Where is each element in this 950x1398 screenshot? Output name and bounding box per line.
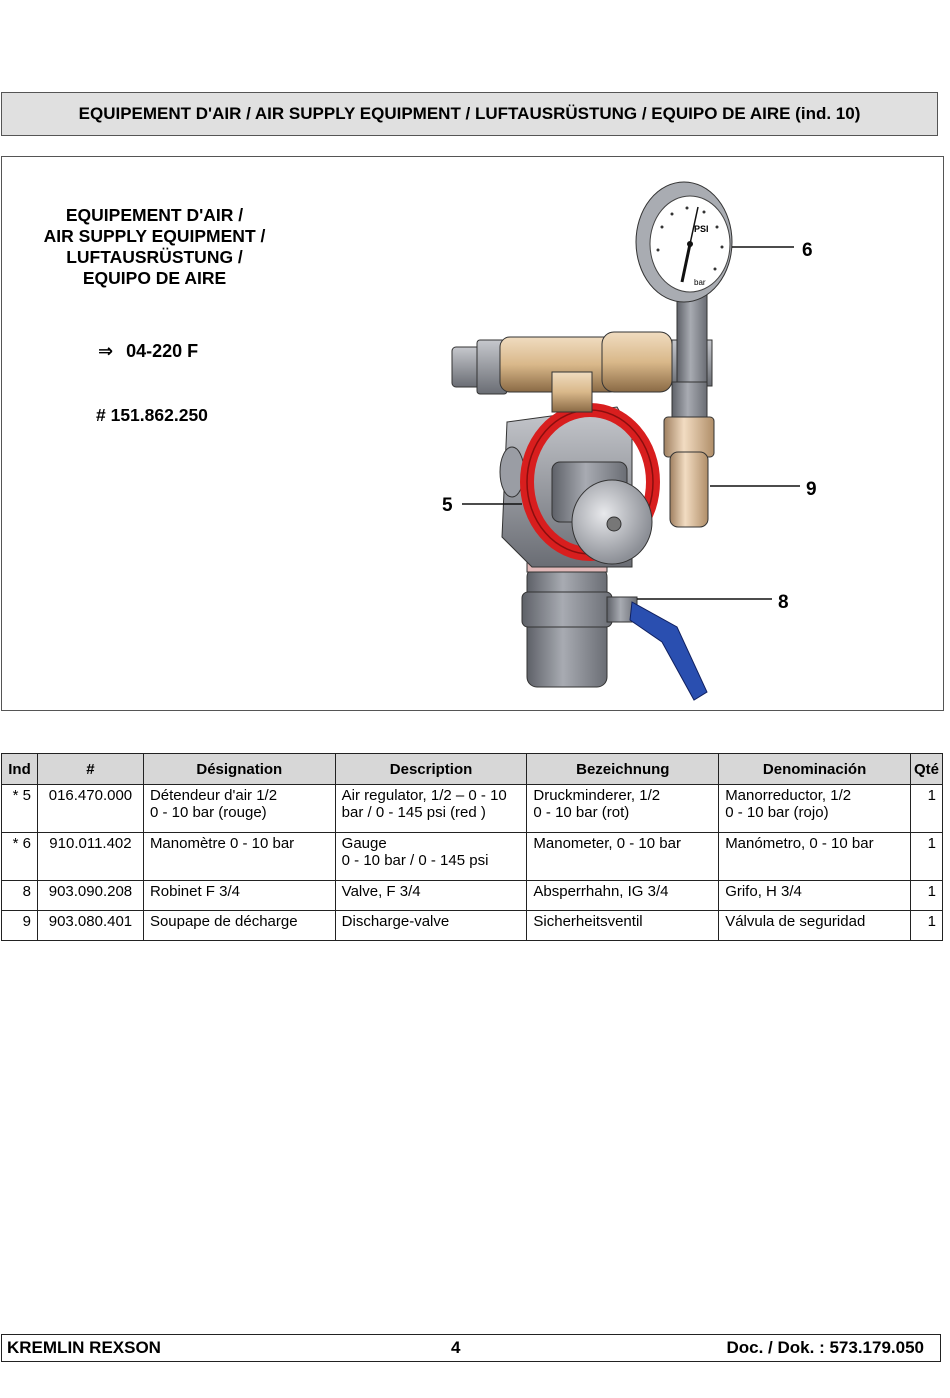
- callout-5: 5: [442, 495, 453, 516]
- cell-ind: * 6: [2, 833, 38, 881]
- ball-valve: [522, 562, 707, 700]
- gauge-psi-label: PSI: [694, 224, 709, 234]
- table-row: [2, 833, 943, 881]
- figure-heading: [32, 205, 277, 289]
- cell-line: Air regulator, 1/2 – 0 - 10: [341, 787, 507, 804]
- cell-qty: 1: [910, 911, 942, 941]
- footer-company: KREMLIN REXSON: [7, 1338, 161, 1357]
- discharge-valve: [664, 292, 714, 527]
- cell-qty: 1: [910, 785, 942, 833]
- cell-line: 0 - 10 bar (rouge): [149, 804, 267, 821]
- cell-denominacion: [719, 785, 911, 833]
- cell-qty: 1: [910, 881, 942, 911]
- footer-page-number: 4: [451, 1338, 461, 1357]
- cell-line: Soupape de décharge: [149, 913, 298, 930]
- figure-heading-line: EQUIPEMENT D'AIR /: [65, 205, 244, 225]
- column-header-description: Description: [335, 754, 527, 785]
- cell-designation: [143, 881, 335, 911]
- cell-designation: [143, 911, 335, 941]
- parts-table: [1, 753, 943, 941]
- cell-line: Manorreductor, 1/2: [725, 787, 852, 804]
- column-header-ind: Ind: [2, 754, 38, 785]
- cell-line: Manómetro, 0 - 10 bar: [725, 835, 874, 852]
- cell-ref: 903.090.208: [37, 881, 143, 911]
- column-header-ref: #: [37, 754, 143, 785]
- cell-designation: [143, 833, 335, 881]
- figure-heading-line: AIR SUPPLY EQUIPMENT /: [43, 226, 266, 246]
- cell-ind: 8: [2, 881, 38, 911]
- air-regulator: [500, 407, 653, 567]
- cell-description: [335, 833, 527, 881]
- cell-line: Manometer, 0 - 10 bar: [533, 835, 681, 852]
- table-row: [2, 785, 943, 833]
- cell-line: Robinet F 3/4: [149, 883, 240, 900]
- pressure-gauge: [636, 182, 732, 302]
- cell-line: 0 - 10 bar (rojo): [725, 804, 829, 821]
- cell-line: 0 - 10 bar / 0 - 145 psi: [341, 852, 489, 869]
- figure-panel: [1, 156, 944, 711]
- cell-line: Gauge: [341, 835, 387, 852]
- cell-line: Absperrhahn, IG 3/4: [533, 883, 669, 900]
- footer-doc-number: Doc. / Dok. : 573.179.050: [726, 1338, 924, 1357]
- cell-line: bar / 0 - 145 psi (red ): [341, 804, 486, 821]
- table-row: [2, 881, 943, 911]
- cell-line: Druckminderer, 1/2: [533, 787, 661, 804]
- column-header-qty: Qté: [910, 754, 942, 785]
- cell-ref: 910.011.402: [37, 833, 143, 881]
- cell-description: [335, 911, 527, 941]
- cell-bezeichnung: [527, 785, 719, 833]
- cell-ind: * 5: [2, 785, 38, 833]
- cell-line: Sicherheitsventil: [533, 913, 643, 930]
- cell-line: Discharge-valve: [341, 913, 450, 930]
- callout-8: 8: [778, 592, 789, 613]
- table-row: [2, 911, 943, 941]
- part-number: # 151.862.250: [96, 405, 208, 425]
- column-header-denominacion: Denominación: [719, 754, 911, 785]
- callout-6: 6: [802, 240, 813, 261]
- cell-qty: 1: [910, 833, 942, 881]
- page-footer: [1, 1334, 941, 1362]
- cell-line: 0 - 10 bar (rot): [533, 804, 630, 821]
- page-title: EQUIPEMENT D'AIR / AIR SUPPLY EQUIPMENT / LUFTAUSRÜSTUNG / EQUIPO DE AIRE (ind. 10): [1, 92, 938, 136]
- reference-line: [98, 341, 198, 362]
- column-header-bezeichnung: Bezeichnung: [527, 754, 719, 785]
- cell-bezeichnung: [527, 833, 719, 881]
- gauge-bar-label: bar: [694, 278, 706, 287]
- cell-designation: [143, 785, 335, 833]
- cell-bezeichnung: [527, 881, 719, 911]
- arrow-icon: ⇒: [98, 341, 114, 361]
- table-header-row: [2, 754, 943, 785]
- cell-line: Détendeur d'air 1/2: [149, 787, 278, 804]
- air-supply-assembly-illustration: [432, 172, 832, 707]
- callout-9: 9: [806, 479, 817, 500]
- cell-line: Válvula de seguridad: [725, 913, 866, 930]
- cell-bezeichnung: [527, 911, 719, 941]
- cell-description: [335, 881, 527, 911]
- figure-heading-line: LUFTAUSRÜSTUNG /: [66, 247, 243, 267]
- cell-denominacion: [719, 911, 911, 941]
- cell-line: Valve, F 3/4: [341, 883, 421, 900]
- cell-denominacion: [719, 833, 911, 881]
- reference-code: 04-220 F: [126, 341, 199, 361]
- cell-line: Manomètre 0 - 10 bar: [149, 835, 295, 852]
- cell-description: [335, 785, 527, 833]
- cell-denominacion: [719, 881, 911, 911]
- figure-heading-line: EQUIPO DE AIRE: [82, 268, 227, 288]
- cell-line: Grifo, H 3/4: [725, 883, 802, 900]
- column-header-designation: Désignation: [143, 754, 335, 785]
- cell-ref: 903.080.401: [37, 911, 143, 941]
- cell-ind: 9: [2, 911, 38, 941]
- cell-ref: 016.470.000: [37, 785, 143, 833]
